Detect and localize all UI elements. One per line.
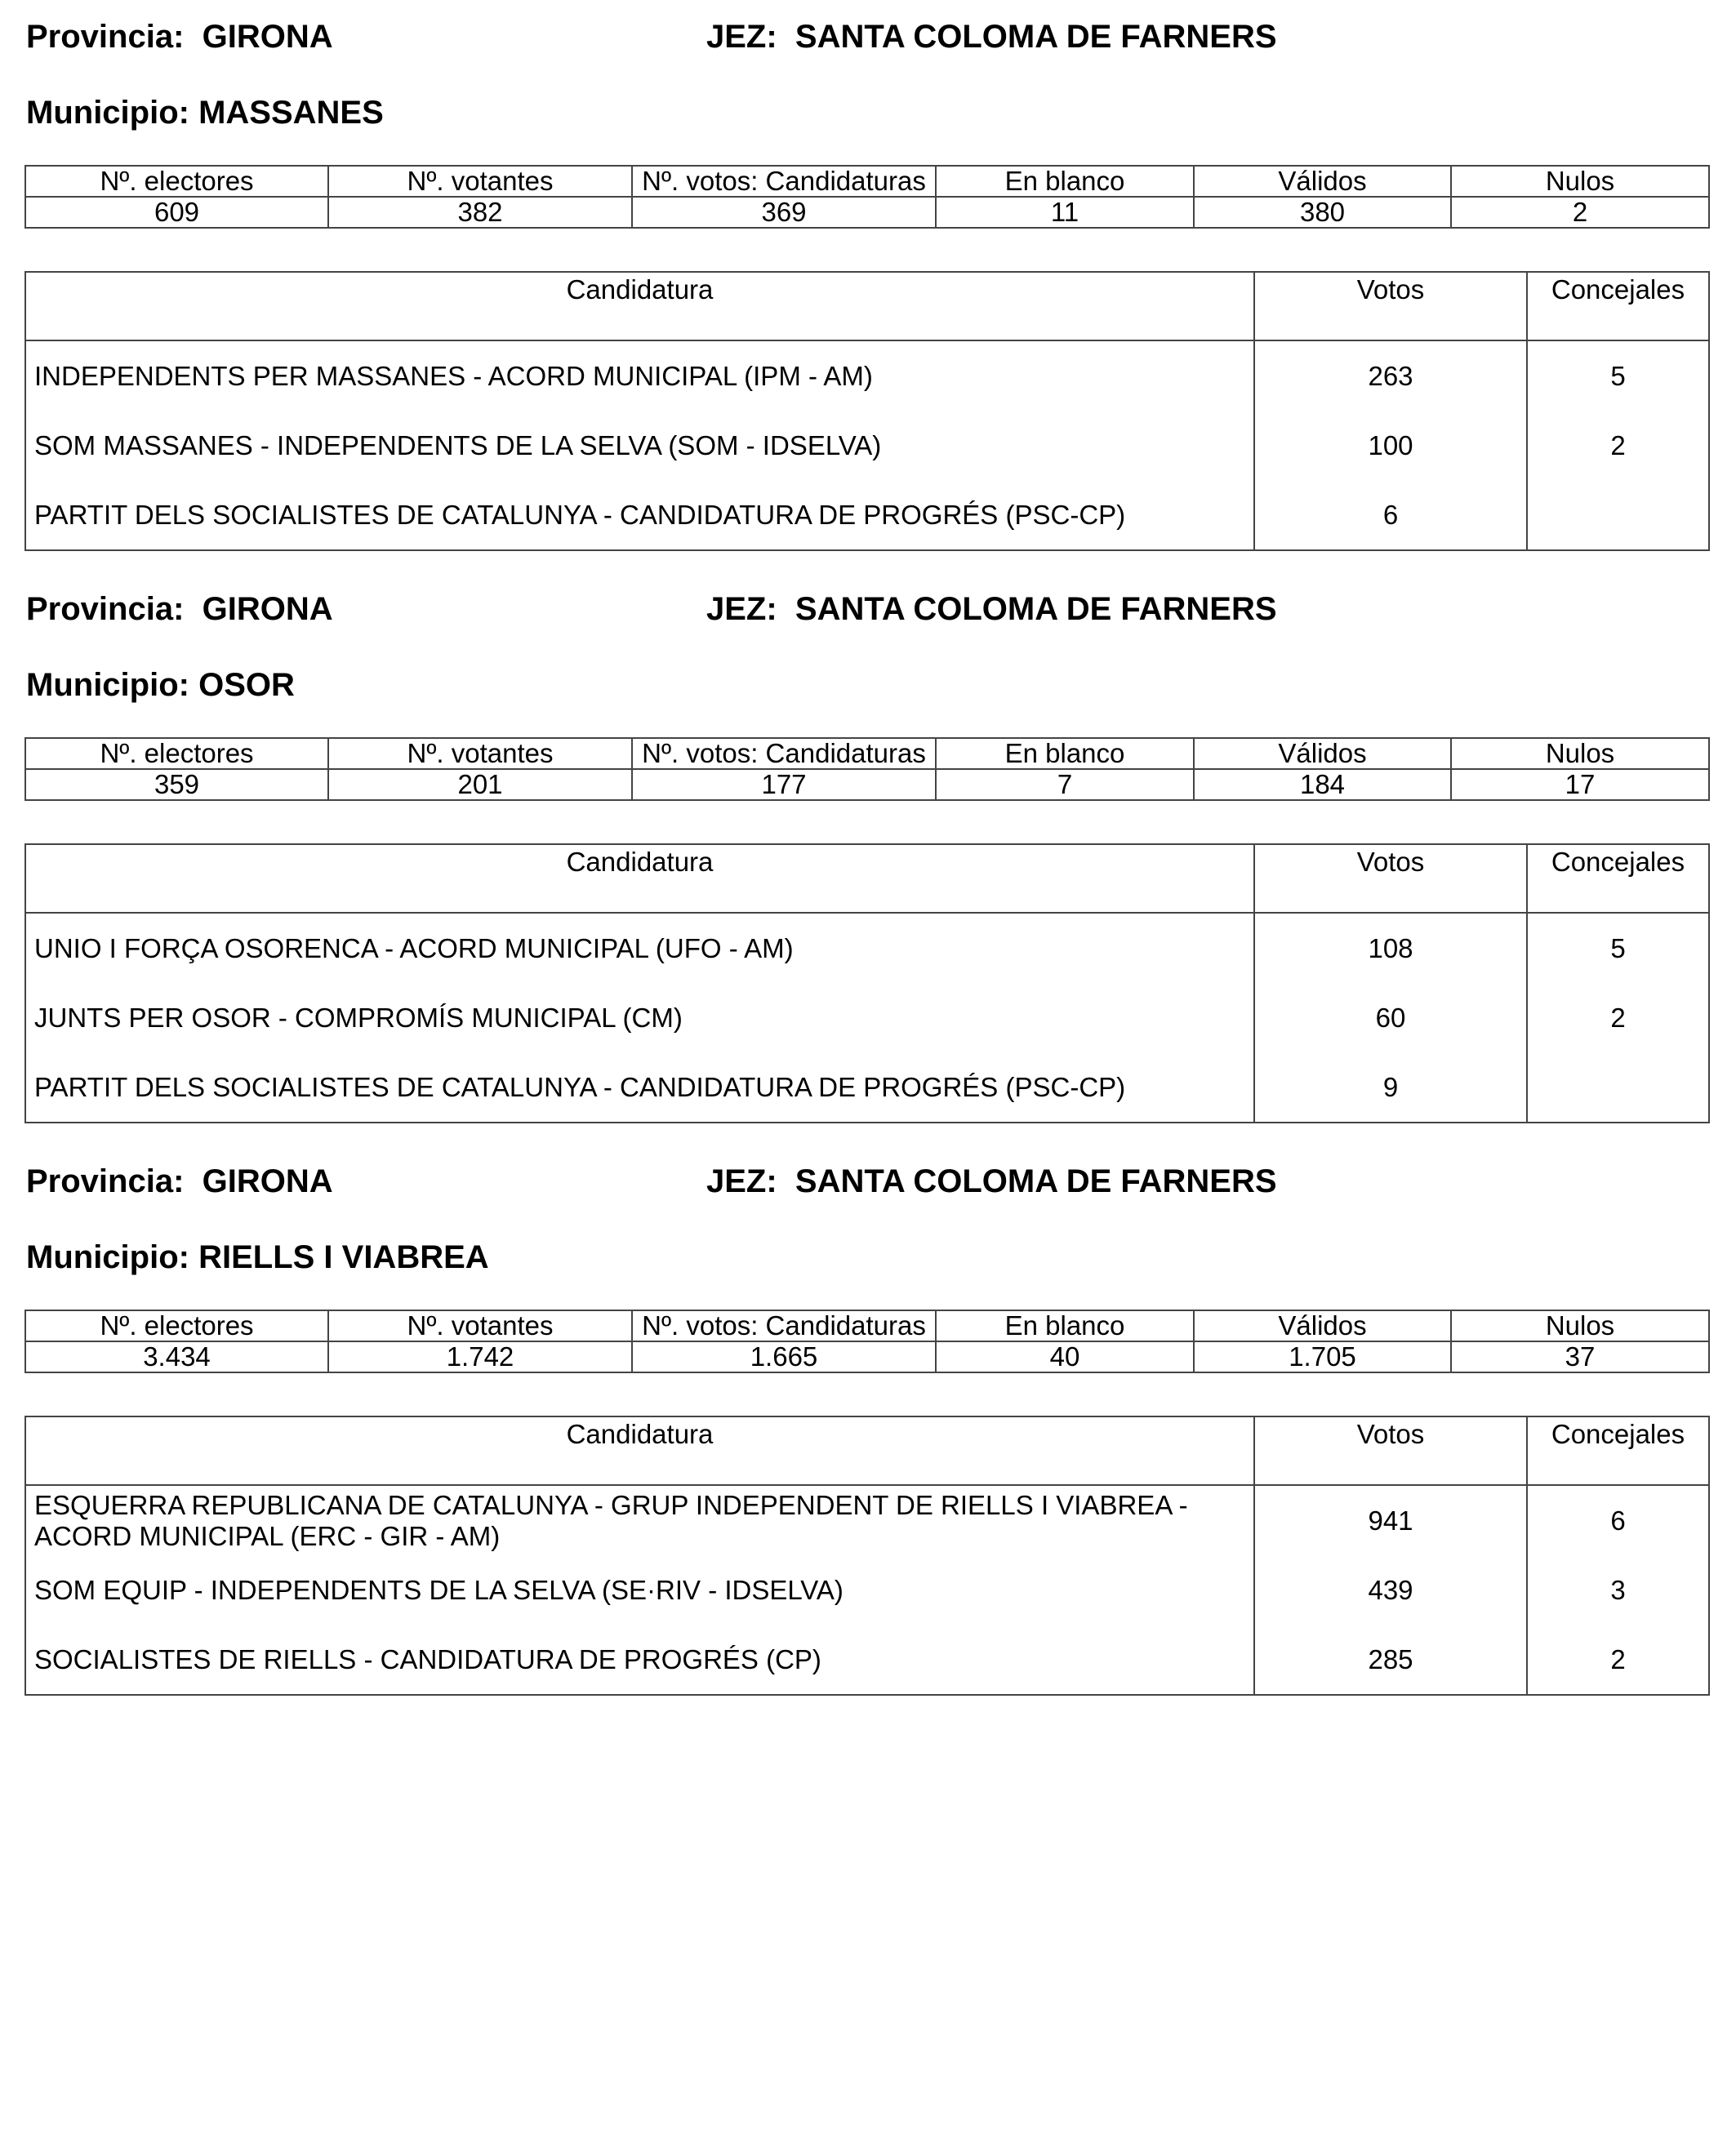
municipality-section [0, 572, 1736, 1144]
votos-value: 263 [1254, 340, 1527, 411]
summary-value: 380 [1194, 197, 1451, 228]
summary-value-row [25, 197, 1709, 228]
votos-value: 9 [1254, 1052, 1527, 1123]
summary-header: Nulos [1451, 1310, 1709, 1341]
summary-header: Nº. electores [25, 1310, 328, 1341]
summary-value: 3.434 [25, 1341, 328, 1372]
table-row [25, 411, 1709, 480]
summary-value: 2 [1451, 197, 1709, 228]
concejales-value: 5 [1527, 340, 1709, 411]
summary-table [24, 1310, 1710, 1373]
summary-header-row [25, 738, 1709, 769]
concejales-header: Concejales [1527, 272, 1709, 340]
votos-value: 6 [1254, 480, 1527, 550]
votos-value: 60 [1254, 983, 1527, 1052]
candidatures-table [24, 843, 1710, 1123]
votos-header: Votos [1254, 272, 1527, 340]
summary-header: Nulos [1451, 738, 1709, 769]
votos-value: 941 [1254, 1485, 1527, 1555]
concejales-value [1527, 480, 1709, 550]
candidatures-header-row [25, 844, 1709, 913]
table-row [25, 983, 1709, 1052]
candidatures-header-row [25, 272, 1709, 340]
candidatura-name: SOM MASSANES - INDEPENDENTS DE LA SELVA (SOM - IDSELVA) [25, 411, 1254, 480]
municipality-section [0, 1145, 1736, 1716]
candidatura-name: UNIO I FORÇA OSORENCA - ACORD MUNICIPAL (UFO - AM) [25, 913, 1254, 983]
summary-header: En blanco [936, 166, 1194, 197]
summary-header: Nº. electores [25, 738, 328, 769]
summary-header: Nº. electores [25, 166, 328, 197]
concejales-value [1527, 1052, 1709, 1123]
summary-value: 201 [328, 769, 632, 800]
concejales-value: 2 [1527, 983, 1709, 1052]
summary-header: Nº. votos: Candidaturas [632, 166, 936, 197]
concejales-header: Concejales [1527, 1416, 1709, 1485]
summary-header: Nº. votantes [328, 1310, 632, 1341]
candidatures-table [24, 1416, 1710, 1696]
candidatura-name: SOM EQUIP - INDEPENDENTS DE LA SELVA (SE·RIV - IDSELVA) [25, 1555, 1254, 1625]
municipio-heading: Municipio: OSOR [26, 667, 295, 703]
summary-value: 382 [328, 197, 632, 228]
concejales-value: 6 [1527, 1485, 1709, 1555]
concejales-value: 2 [1527, 411, 1709, 480]
summary-value-row [25, 769, 1709, 800]
summary-value: 609 [25, 197, 328, 228]
jez-heading: JEZ: SANTA COLOMA DE FARNERS [706, 591, 1277, 627]
summary-value: 37 [1451, 1341, 1709, 1372]
summary-header: En blanco [936, 1310, 1194, 1341]
summary-header: Válidos [1194, 166, 1451, 197]
summary-value: 7 [936, 769, 1194, 800]
table-row [25, 1555, 1709, 1625]
summary-value: 1.705 [1194, 1341, 1451, 1372]
candidatura-name: SOCIALISTES DE RIELLS - CANDIDATURA DE PROGRÉS (CP) [25, 1625, 1254, 1695]
concejales-value: 3 [1527, 1555, 1709, 1625]
concejales-value: 5 [1527, 913, 1709, 983]
candidatura-name: ESQUERRA REPUBLICANA DE CATALUNYA - GRUP INDEPENDENT DE RIELLS I VIABREA - ACORD MUNICIPAL (ERC - GIR - AM) [25, 1485, 1254, 1555]
summary-header: Nº. votos: Candidaturas [632, 1310, 936, 1341]
summary-value-row [25, 1341, 1709, 1372]
votos-value: 439 [1254, 1555, 1527, 1625]
summary-value: 359 [25, 769, 328, 800]
summary-header: Válidos [1194, 1310, 1451, 1341]
summary-header: Nº. votantes [328, 738, 632, 769]
table-row [25, 480, 1709, 550]
municipio-heading: Municipio: MASSANES [26, 95, 384, 131]
jez-heading: JEZ: SANTA COLOMA DE FARNERS [706, 19, 1277, 55]
summary-value: 11 [936, 197, 1194, 228]
table-row [25, 1485, 1709, 1555]
candidatura-name: JUNTS PER OSOR - COMPROMÍS MUNICIPAL (CM) [25, 983, 1254, 1052]
summary-value: 1.665 [632, 1341, 936, 1372]
provincia-heading: Provincia: GIRONA [26, 19, 333, 55]
summary-header: Nº. votantes [328, 166, 632, 197]
summary-table [24, 165, 1710, 229]
table-row [25, 1625, 1709, 1695]
summary-value: 177 [632, 769, 936, 800]
summary-header-row [25, 166, 1709, 197]
candidatura-header: Candidatura [25, 844, 1254, 913]
candidatura-name: PARTIT DELS SOCIALISTES DE CATALUNYA - CANDIDATURA DE PROGRÉS (PSC-CP) [25, 1052, 1254, 1123]
concejales-value: 2 [1527, 1625, 1709, 1695]
municipio-heading: Municipio: RIELLS I VIABREA [26, 1239, 489, 1275]
table-row [25, 340, 1709, 411]
municipality-section [0, 0, 1736, 571]
table-row [25, 1052, 1709, 1123]
summary-value: 40 [936, 1341, 1194, 1372]
votos-value: 100 [1254, 411, 1527, 480]
provincia-heading: Provincia: GIRONA [26, 1163, 333, 1199]
votos-value: 285 [1254, 1625, 1527, 1695]
summary-table [24, 737, 1710, 801]
concejales-header: Concejales [1527, 844, 1709, 913]
table-row [25, 913, 1709, 983]
provincia-heading: Provincia: GIRONA [26, 591, 333, 627]
summary-header: Válidos [1194, 738, 1451, 769]
votos-value: 108 [1254, 913, 1527, 983]
candidatura-name: INDEPENDENTS PER MASSANES - ACORD MUNICIPAL (IPM - AM) [25, 340, 1254, 411]
summary-value: 17 [1451, 769, 1709, 800]
candidatures-table [24, 271, 1710, 551]
summary-value: 184 [1194, 769, 1451, 800]
jez-heading: JEZ: SANTA COLOMA DE FARNERS [706, 1163, 1277, 1199]
summary-header: En blanco [936, 738, 1194, 769]
candidatures-header-row [25, 1416, 1709, 1485]
candidatura-name: PARTIT DELS SOCIALISTES DE CATALUNYA - CANDIDATURA DE PROGRÉS (PSC-CP) [25, 480, 1254, 550]
summary-header-row [25, 1310, 1709, 1341]
summary-value: 1.742 [328, 1341, 632, 1372]
summary-header: Nº. votos: Candidaturas [632, 738, 936, 769]
votos-header: Votos [1254, 844, 1527, 913]
votos-header: Votos [1254, 1416, 1527, 1485]
candidatura-header: Candidatura [25, 1416, 1254, 1485]
summary-value: 369 [632, 197, 936, 228]
candidatura-header: Candidatura [25, 272, 1254, 340]
summary-header: Nulos [1451, 166, 1709, 197]
